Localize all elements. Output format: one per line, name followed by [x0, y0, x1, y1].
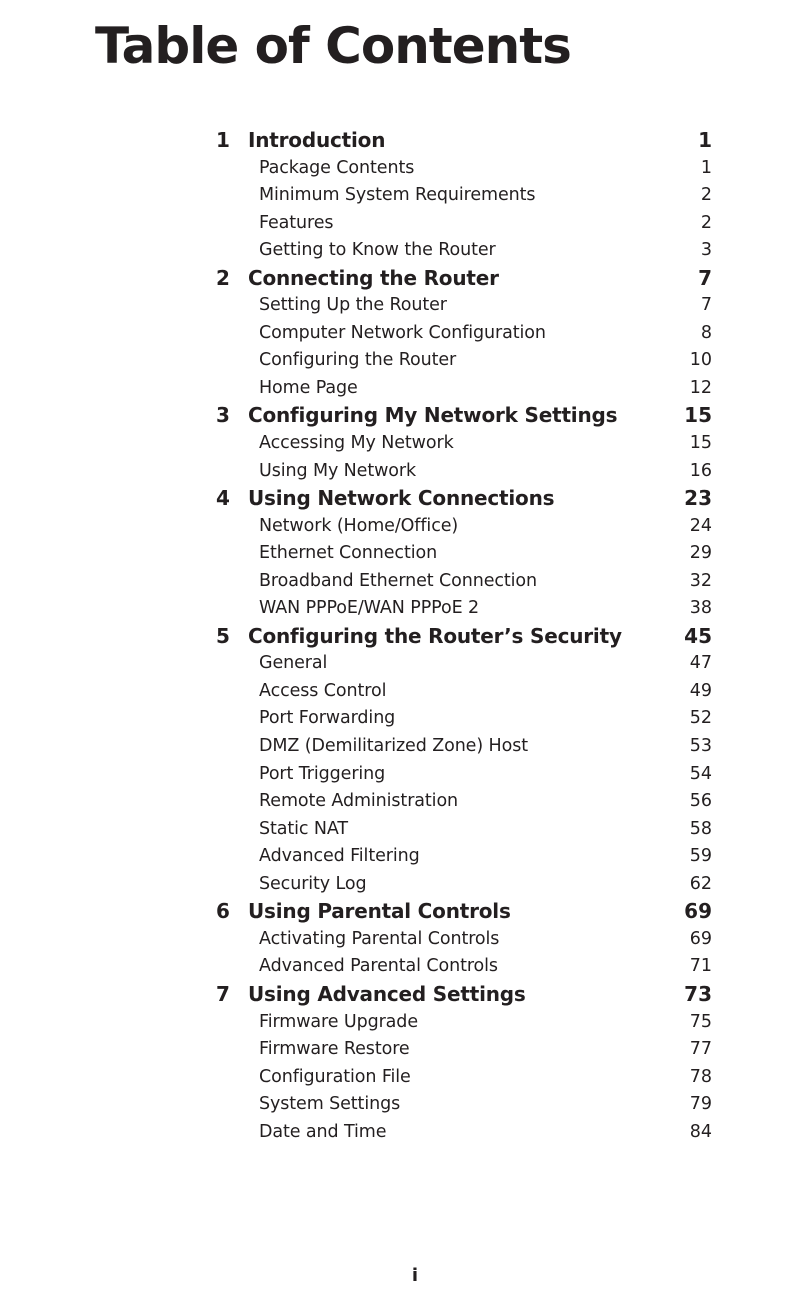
page-reference: 69 [689, 928, 712, 949]
chapter-title: Using Network Connections [248, 486, 555, 511]
toc-section-entry[interactable] [216, 181, 712, 209]
section-title: WAN PPPoE/WAN PPPoE 2 [259, 598, 480, 619]
toc-section-entry[interactable] [216, 429, 712, 457]
toc-section-entry[interactable] [216, 154, 712, 182]
section-title: Computer Network Configuration [259, 322, 546, 343]
toc-section-entry[interactable] [216, 594, 712, 622]
chapter-number: 3 [216, 403, 230, 428]
chapter-number: 5 [216, 623, 230, 648]
toc-chapter-entry[interactable] [216, 622, 712, 650]
page-reference: 52 [689, 708, 712, 729]
section-title: Minimum System Requirements [259, 185, 536, 206]
chapter-title: Configuring the Router’s Security [248, 623, 622, 648]
toc-section-entry[interactable] [216, 925, 712, 953]
section-title: Activating Parental Controls [259, 928, 500, 949]
toc-section-entry[interactable] [216, 1090, 712, 1118]
page-reference: 78 [689, 1066, 712, 1087]
section-title: Firmware Upgrade [259, 1011, 418, 1032]
section-title: Port Forwarding [259, 708, 396, 729]
table-of-contents [216, 126, 712, 1145]
chapter-number: 1 [216, 128, 230, 152]
page-reference: 8 [700, 322, 712, 343]
toc-section-entry[interactable] [216, 732, 712, 760]
toc-section-entry[interactable] [216, 1118, 712, 1146]
page-reference: 56 [689, 791, 712, 812]
chapter-number: 7 [216, 981, 230, 1006]
section-title: Broadband Ethernet Connection [259, 570, 538, 591]
page-number: i [411, 1265, 419, 1286]
section-title: Package Contents [259, 157, 415, 178]
section-title: DMZ (Demilitarized Zone) Host [259, 736, 528, 757]
toc-section-entry[interactable] [216, 1008, 712, 1036]
chapter-title: Connecting the Router [248, 265, 499, 290]
toc-chapter-entry[interactable] [216, 980, 712, 1008]
page-title: Table of Contents [95, 17, 571, 75]
toc-chapter-entry[interactable] [216, 401, 712, 429]
section-title: Firmware Restore [259, 1039, 410, 1060]
page-reference: 2 [700, 212, 712, 233]
section-title: Access Control [259, 680, 387, 701]
page-reference: 29 [689, 543, 712, 564]
section-title: Ethernet Connection [259, 543, 438, 564]
toc-section-entry[interactable] [216, 236, 712, 264]
chapter-title: Using Parental Controls [248, 899, 511, 924]
section-title: Using My Network [259, 460, 417, 481]
toc-chapter-entry[interactable] [216, 126, 712, 154]
section-title: Static NAT [259, 818, 348, 839]
page-reference: 7 [698, 265, 712, 290]
page-reference: 38 [689, 598, 712, 619]
toc-section-entry[interactable] [216, 787, 712, 815]
chapter-title: Introduction [248, 128, 386, 152]
section-title: Advanced Parental Controls [259, 956, 498, 977]
page-reference: 2 [700, 185, 712, 206]
page-reference: 75 [689, 1011, 712, 1032]
toc-section-entry[interactable] [216, 1035, 712, 1063]
page-reference: 49 [689, 680, 712, 701]
toc-section-entry[interactable] [216, 870, 712, 898]
section-title: Setting Up the Router [259, 295, 447, 316]
section-title: General [259, 653, 328, 674]
page-reference: 79 [689, 1094, 712, 1115]
page-reference: 53 [689, 736, 712, 757]
section-title: Accessing My Network [259, 433, 454, 454]
toc-section-entry[interactable] [216, 649, 712, 677]
section-title: Getting to Know the Router [259, 240, 496, 261]
page-reference: 7 [700, 295, 712, 316]
page-reference: 71 [689, 956, 712, 977]
toc-section-entry[interactable] [216, 1063, 712, 1091]
page-reference: 69 [684, 899, 712, 924]
toc-section-entry[interactable] [216, 952, 712, 980]
toc-section-entry[interactable] [216, 319, 712, 347]
toc-section-entry[interactable] [216, 346, 712, 374]
section-title: Port Triggering [259, 763, 386, 784]
page-reference: 59 [689, 846, 712, 867]
page-reference: 10 [689, 350, 712, 371]
section-title: Configuration File [259, 1066, 411, 1087]
page-reference: 1 [700, 157, 712, 178]
section-title: System Settings [259, 1094, 401, 1115]
section-title: Advanced Filtering [259, 846, 420, 867]
page-reference: 54 [689, 763, 712, 784]
page-reference: 73 [684, 981, 712, 1006]
page-reference: 23 [684, 486, 712, 511]
page-reference: 45 [684, 623, 712, 648]
toc-section-entry[interactable] [216, 567, 712, 595]
page-reference: 84 [689, 1121, 712, 1142]
page-reference: 15 [684, 403, 712, 428]
chapter-number: 4 [216, 486, 230, 511]
page-reference: 32 [689, 570, 712, 591]
section-title: Configuring the Router [259, 350, 457, 371]
toc-section-entry[interactable] [216, 815, 712, 843]
page-reference: 15 [689, 433, 712, 454]
page-reference: 24 [689, 515, 712, 536]
toc-chapter-entry[interactable] [216, 897, 712, 925]
toc-section-entry[interactable] [216, 760, 712, 788]
chapter-title: Configuring My Network Settings [248, 403, 618, 428]
page-reference: 47 [689, 653, 712, 674]
page-reference: 62 [689, 873, 712, 894]
page-reference: 58 [689, 818, 712, 839]
toc-section-entry[interactable] [216, 512, 712, 540]
section-title: Security Log [259, 873, 367, 894]
toc-section-entry[interactable] [216, 291, 712, 319]
toc-section-entry[interactable] [216, 374, 712, 402]
toc-chapter-entry[interactable] [216, 484, 712, 512]
page-reference: 77 [689, 1039, 712, 1060]
toc-section-entry[interactable] [216, 704, 712, 732]
page-reference: 12 [689, 377, 712, 398]
page-reference: 3 [700, 240, 712, 261]
toc-section-entry[interactable] [216, 539, 712, 567]
section-title: Network (Home/Office) [259, 515, 459, 536]
section-title: Home Page [259, 377, 358, 398]
toc-section-entry[interactable] [216, 842, 712, 870]
chapter-number: 2 [216, 265, 230, 290]
toc-section-entry[interactable] [216, 677, 712, 705]
toc-chapter-entry[interactable] [216, 264, 712, 292]
section-title: Date and Time [259, 1121, 387, 1142]
chapter-title: Using Advanced Settings [248, 981, 526, 1006]
toc-section-entry[interactable] [216, 209, 712, 237]
toc-section-entry[interactable] [216, 457, 712, 485]
page-reference: 1 [698, 128, 712, 152]
section-title: Remote Administration [259, 791, 459, 812]
chapter-number: 6 [216, 899, 230, 924]
section-title: Features [259, 212, 334, 233]
page-reference: 16 [689, 460, 712, 481]
